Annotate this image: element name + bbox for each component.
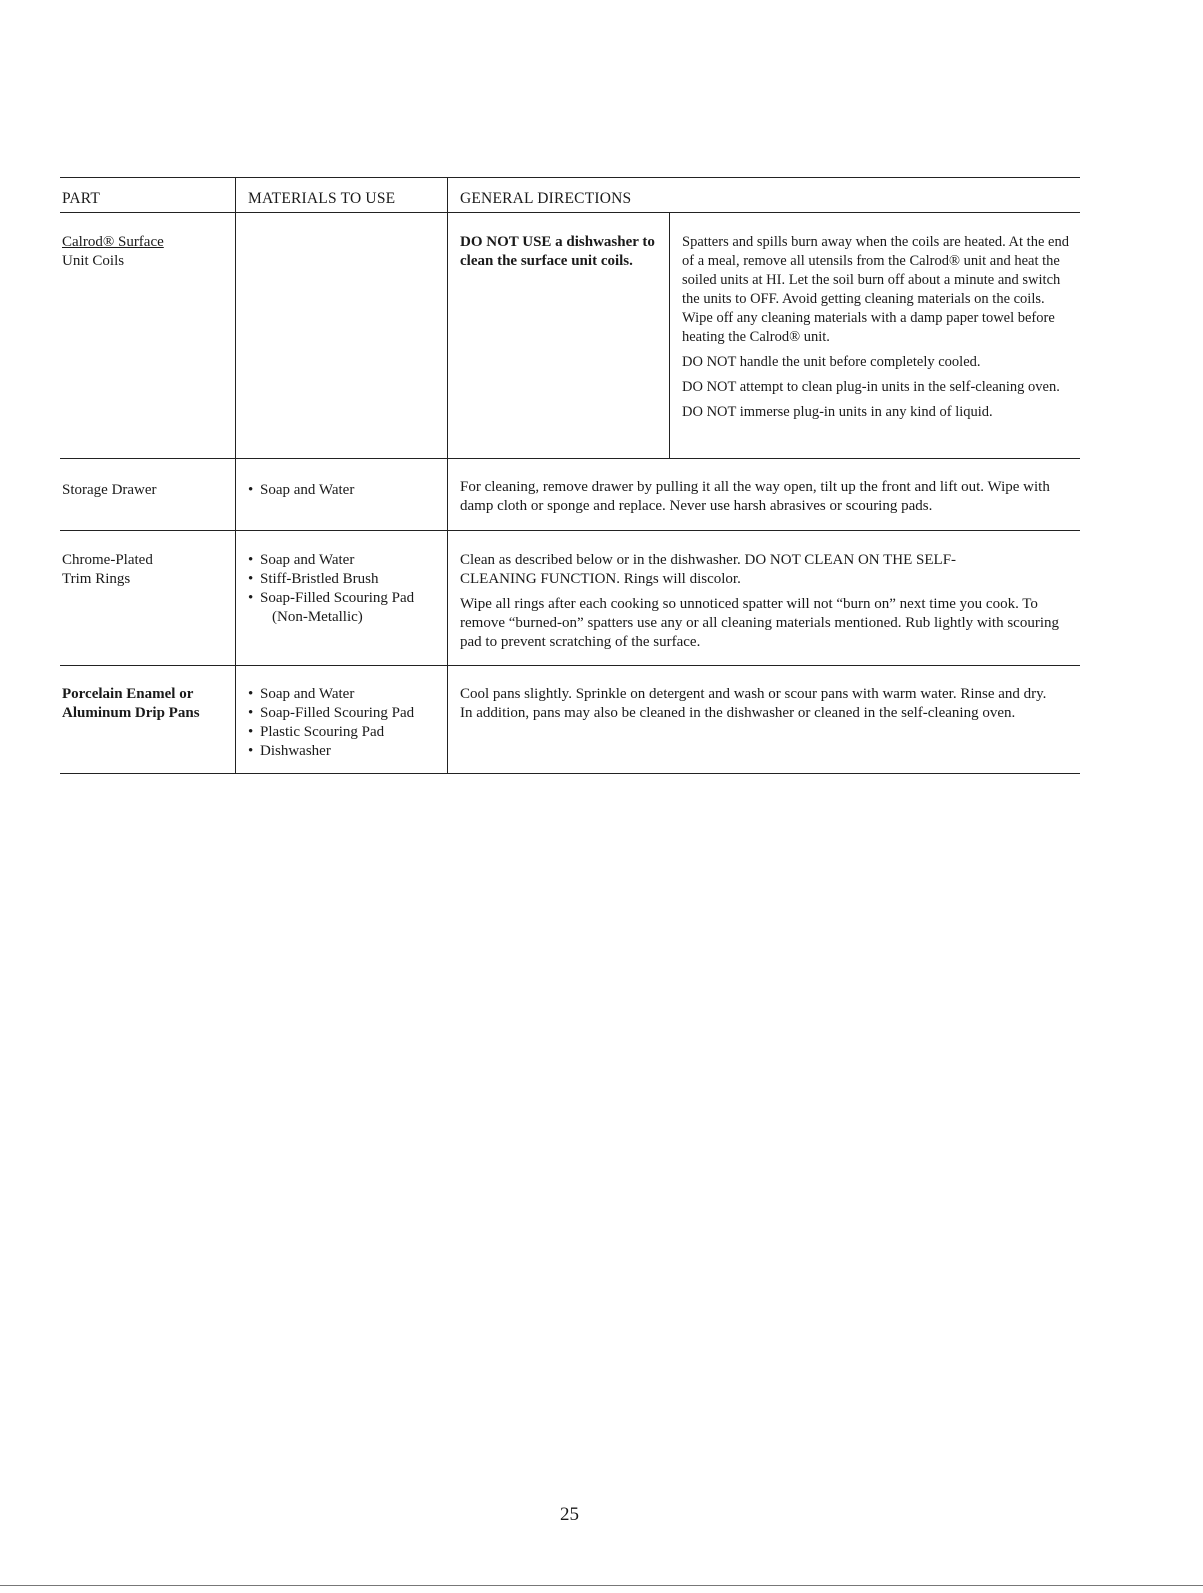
direction-paragraph: For cleaning, remove drawer by pulling it all the way open, tilt up the front and lift out. Wipe with damp cloth or sponge and replace. Never use harsh abrasives or scouring pads. [460,479,1050,514]
row-part [62,551,153,589]
row-part [62,481,157,500]
material-item: • Soap-Filled Scouring Pad [248,589,414,608]
header-materials: MATERIALS TO USE [248,190,396,207]
direction-paragraph: Clean as described below or in the dishwasher. DO NOT CLEAN ON THE SELF-CLEANING FUNCTION. Rings will discolor. [460,552,957,587]
header-directions: GENERAL DIRECTIONS [460,190,632,207]
part-line: Storage Drawer [62,482,157,498]
bottom-scan-edge [0,1585,1203,1586]
column-divider [447,177,448,773]
part-line: Trim Rings [62,571,131,587]
row-divider [60,458,1080,459]
row-directions [460,551,1078,658]
materials-list [248,685,414,761]
part-line: Calrod® Surface [62,234,164,250]
column-divider [669,212,670,458]
row-part [62,233,164,271]
part-line: Aluminum Drip Pans [62,705,200,721]
material-item: • Stiff-Bristled Brush [248,570,414,589]
direction-paragraph: Spatters and spills burn away when the coils are heated. At the end of a meal, remove all utensils from the Calrod® unit and heat the soiled units at HI. Let the soil burn off about a minute and switch the units to OFF. Avoid getting cleaning materials on the coils. Wipe off any cleaning materials with a damp paper towel before heating the Calrod® unit. [682,234,1069,345]
direction-paragraph: DO NOT handle the unit before completely cooled. [682,354,981,370]
material-item: • Dishwasher [248,742,414,761]
row-divider [60,665,1080,666]
part-line: Porcelain Enamel or [62,686,194,702]
header-rule [60,212,1080,213]
material-item: • Soap and Water [248,685,414,704]
row-directions [682,233,1078,428]
material-item: • Soap-Filled Scouring Pad [248,704,414,723]
direction-paragraph: DO NOT attempt to clean plug-in units in the self-cleaning oven. [682,379,1060,395]
page-number: 25 [560,1504,579,1525]
direction-paragraph: Cool pans slightly. Sprinkle on detergent and wash or scour pans with warm water. Rinse and dry. In addition, pans may also be cleaned in the dishwasher or cleaned in the self-cleaning oven. [460,686,1047,721]
materials-list [248,481,354,500]
dishwasher-warning: DO NOT USE a dishwasher to clean the surface unit coils. [460,234,655,269]
part-line: Unit Coils [62,253,125,269]
row-directions [460,478,1078,522]
part-line: Chrome-Plated [62,552,153,568]
row-divider [60,530,1080,531]
material-item: • Soap and Water [248,551,414,570]
row-directions [460,685,1060,729]
material-item-note: (Non-Metallic) [272,609,363,625]
direction-paragraph: DO NOT immerse plug-in units in any kind of liquid. [682,404,993,420]
direction-paragraph: Wipe all rings after each cooking so unnoticed spatter will not “burn on” next time you cook. To remove “burned-on” spatters use any or all cleaning materials mentioned. Rub lightly with scouring pad to prevent scratching of the surface. [460,596,1060,650]
table-bottom-rule [60,773,1080,774]
material-item: • Plastic Scouring Pad [248,723,414,742]
row-part [62,685,200,723]
table-top-rule [60,177,1080,178]
column-divider [235,177,236,773]
material-item: • Soap and Water [248,481,354,500]
header-part: PART [62,190,101,207]
materials-list [248,551,414,627]
